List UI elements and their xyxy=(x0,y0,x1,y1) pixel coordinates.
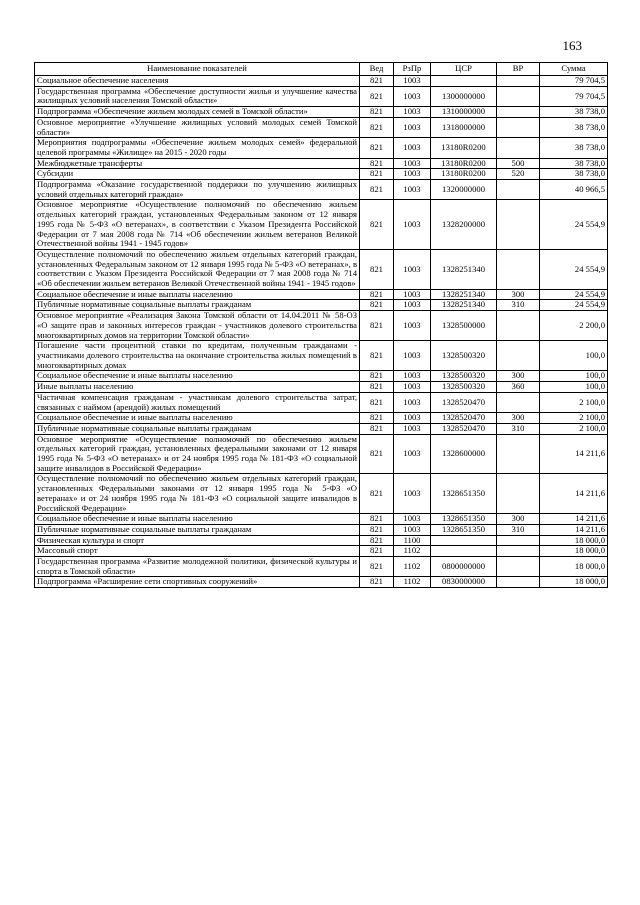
cell-csr xyxy=(431,546,497,557)
table-row xyxy=(35,169,608,180)
cell-csr: 1318000000 xyxy=(431,117,497,137)
cell-name: Межбюджетные трансферты xyxy=(35,158,360,169)
cell-vr: 500 xyxy=(497,158,540,169)
cell-sum: 24 554,9 xyxy=(540,300,608,311)
cell-vr: 300 xyxy=(497,289,540,300)
cell-vr xyxy=(497,546,540,557)
cell-rzpr: 1003 xyxy=(394,107,431,118)
cell-name: Публичные нормативные социальные выплаты гражданам xyxy=(35,300,360,311)
table-row xyxy=(35,86,608,106)
cell-sum: 100,0 xyxy=(540,382,608,393)
cell-vr xyxy=(497,557,540,577)
cell-ved: 821 xyxy=(360,524,394,535)
cell-csr: 13180R0200 xyxy=(431,138,497,158)
cell-name: Подпрограмма «Оказание государственной поддержки по улучшению жилищных условий отдельных категорий граждан» xyxy=(35,180,360,200)
table-row xyxy=(35,289,608,300)
header-rzpr: РзПр xyxy=(394,63,431,76)
cell-name: Частичная компенсация гражданам - участникам долевого строительства затрат, связанных с наймом (арендой) жилых помещений xyxy=(35,392,360,412)
cell-sum: 100,0 xyxy=(540,341,608,371)
cell-name: Социальное обеспечение населения xyxy=(35,76,360,87)
cell-csr: 1328500320 xyxy=(431,341,497,371)
cell-rzpr: 1102 xyxy=(394,557,431,577)
table-row xyxy=(35,434,608,474)
cell-name: Подпрограмма «Расширение сети спортивных сооружений» xyxy=(35,577,360,588)
cell-ved: 821 xyxy=(360,200,394,250)
cell-ved: 821 xyxy=(360,382,394,393)
cell-name: Осуществление полномочий по обеспечению жильем отдельных категорий граждан, установленных Федеральным законом от 12 января 1995 года № 5-ФЗ «О ветеранах», в соответствии с Указом Президента Российской Федерации от 7 мая 2008 года № 714 «Об обеспечении жильем ветеранов Великой Отечественной войны 1941 - 1945 годов» xyxy=(35,249,360,289)
table-row xyxy=(35,535,608,546)
table-row xyxy=(35,311,608,341)
cell-csr xyxy=(431,76,497,87)
cell-vr xyxy=(497,577,540,588)
cell-rzpr: 1003 xyxy=(394,423,431,434)
cell-rzpr: 1003 xyxy=(394,249,431,289)
cell-vr xyxy=(497,107,540,118)
cell-name: Субсидии xyxy=(35,169,360,180)
cell-ved: 821 xyxy=(360,423,394,434)
cell-vr xyxy=(497,86,540,106)
cell-rzpr: 1003 xyxy=(394,180,431,200)
cell-vr xyxy=(497,535,540,546)
cell-sum: 14 211,6 xyxy=(540,434,608,474)
cell-rzpr: 1003 xyxy=(394,514,431,525)
cell-csr: 1328500000 xyxy=(431,311,497,341)
header-name: Наименование показателей xyxy=(35,63,360,76)
cell-ved: 821 xyxy=(360,76,394,87)
table-row xyxy=(35,524,608,535)
cell-sum: 18 000,0 xyxy=(540,577,608,588)
cell-vr: 310 xyxy=(497,300,540,311)
cell-csr: 1328251340 xyxy=(431,289,497,300)
cell-ved: 821 xyxy=(360,249,394,289)
cell-sum: 38 738,0 xyxy=(540,107,608,118)
cell-csr: 1328600000 xyxy=(431,434,497,474)
cell-rzpr: 1003 xyxy=(394,371,431,382)
cell-name: Социальное обеспечение и иные выплаты населению xyxy=(35,413,360,424)
table-row xyxy=(35,423,608,434)
cell-vr xyxy=(497,76,540,87)
cell-csr: 1328651350 xyxy=(431,524,497,535)
cell-sum: 14 211,6 xyxy=(540,524,608,535)
cell-rzpr: 1003 xyxy=(394,76,431,87)
cell-ved: 821 xyxy=(360,180,394,200)
cell-rzpr: 1003 xyxy=(394,413,431,424)
cell-ved: 821 xyxy=(360,434,394,474)
header-sum: Сумма xyxy=(540,63,608,76)
cell-sum: 38 738,0 xyxy=(540,169,608,180)
cell-csr: 1300000000 xyxy=(431,86,497,106)
cell-vr xyxy=(497,180,540,200)
table-row xyxy=(35,200,608,250)
cell-name: Публичные нормативные социальные выплаты гражданам xyxy=(35,423,360,434)
cell-name: Государственная программа «Развитие молодежной политики, физической культуры и спорта в Томской области» xyxy=(35,557,360,577)
cell-name: Мероприятия подпрограммы «Обеспечение жильем молодых семей» федеральной целевой программы «Жилище» на 2015 - 2020 годы xyxy=(35,138,360,158)
cell-sum: 100,0 xyxy=(540,371,608,382)
cell-sum: 18 000,0 xyxy=(540,557,608,577)
cell-name: Основное мероприятие «Реализация Закона Томской области от 14.04.2011 № 58-ОЗ «О защите прав и законных интересов граждан - участников долевого строительства многоквартирных домов на территории Томской области» xyxy=(35,311,360,341)
cell-rzpr: 1102 xyxy=(394,577,431,588)
cell-vr: 360 xyxy=(497,382,540,393)
cell-vr xyxy=(497,392,540,412)
cell-vr xyxy=(497,474,540,514)
cell-rzpr: 1003 xyxy=(394,300,431,311)
table-body xyxy=(35,76,608,588)
table-row xyxy=(35,382,608,393)
cell-csr: 1310000000 xyxy=(431,107,497,118)
cell-name: Подпрограмма «Обеспечение жильем молодых семей в Томской области» xyxy=(35,107,360,118)
cell-rzpr: 1003 xyxy=(394,138,431,158)
cell-name: Государственная программа «Обеспечение доступности жилья и улучшение качества жилищных условий населения Томской области» xyxy=(35,86,360,106)
cell-csr: 1328651350 xyxy=(431,514,497,525)
cell-sum: 40 966,5 xyxy=(540,180,608,200)
cell-ved: 821 xyxy=(360,169,394,180)
cell-csr: 1328520470 xyxy=(431,413,497,424)
cell-name: Массовый спорт xyxy=(35,546,360,557)
cell-name: Физическая культура и спорт xyxy=(35,535,360,546)
cell-vr: 300 xyxy=(497,514,540,525)
cell-csr: 1328251340 xyxy=(431,249,497,289)
cell-ved: 821 xyxy=(360,392,394,412)
cell-csr: 13180R0200 xyxy=(431,158,497,169)
cell-sum: 38 738,0 xyxy=(540,158,608,169)
cell-vr xyxy=(497,200,540,250)
cell-rzpr: 1003 xyxy=(394,289,431,300)
cell-sum: 18 000,0 xyxy=(540,535,608,546)
cell-name: Иные выплаты населению xyxy=(35,382,360,393)
cell-vr xyxy=(497,434,540,474)
table-row xyxy=(35,180,608,200)
table-row xyxy=(35,138,608,158)
cell-rzpr: 1003 xyxy=(394,311,431,341)
cell-csr: 1328500320 xyxy=(431,382,497,393)
cell-sum: 14 211,6 xyxy=(540,474,608,514)
cell-vr xyxy=(497,341,540,371)
table-row xyxy=(35,249,608,289)
cell-rzpr: 1003 xyxy=(394,117,431,137)
cell-vr: 300 xyxy=(497,371,540,382)
cell-sum: 14 211,6 xyxy=(540,514,608,525)
cell-name: Социальное обеспечение и иные выплаты населению xyxy=(35,514,360,525)
cell-csr: 0830000000 xyxy=(431,577,497,588)
cell-csr xyxy=(431,535,497,546)
table-row xyxy=(35,392,608,412)
cell-ved: 821 xyxy=(360,535,394,546)
cell-ved: 821 xyxy=(360,413,394,424)
cell-rzpr: 1003 xyxy=(394,434,431,474)
table-row xyxy=(35,577,608,588)
cell-sum: 79 704,5 xyxy=(540,76,608,87)
cell-vr xyxy=(497,138,540,158)
cell-rzpr: 1003 xyxy=(394,341,431,371)
cell-ved: 821 xyxy=(360,474,394,514)
cell-vr: 300 xyxy=(497,413,540,424)
cell-ved: 821 xyxy=(360,514,394,525)
page-number: 163 xyxy=(562,38,582,53)
cell-name: Основное мероприятие «Улучшение жилищных условий молодых семей Томской области» xyxy=(35,117,360,137)
cell-sum: 38 738,0 xyxy=(540,138,608,158)
cell-csr: 1328500320 xyxy=(431,371,497,382)
cell-ved: 821 xyxy=(360,300,394,311)
header-ved: Вед xyxy=(360,63,394,76)
table-row xyxy=(35,546,608,557)
table-row xyxy=(35,158,608,169)
cell-ved: 821 xyxy=(360,158,394,169)
cell-ved: 821 xyxy=(360,289,394,300)
cell-ved: 821 xyxy=(360,107,394,118)
cell-sum: 2 100,0 xyxy=(540,392,608,412)
cell-csr: 1328251340 xyxy=(431,300,497,311)
cell-name: Погашение части процентной ставки по кредитам, полученным гражданами - участниками долевого строительства на окончание строительства жилых помещений в многоквартирных домах xyxy=(35,341,360,371)
cell-ved: 821 xyxy=(360,557,394,577)
header-vr: ВР xyxy=(497,63,540,76)
table-header-row xyxy=(35,63,608,76)
cell-ved: 821 xyxy=(360,577,394,588)
cell-vr xyxy=(497,249,540,289)
cell-rzpr: 1003 xyxy=(394,524,431,535)
table-row xyxy=(35,300,608,311)
cell-sum: 2 100,0 xyxy=(540,423,608,434)
cell-rzpr: 1102 xyxy=(394,546,431,557)
table-row xyxy=(35,514,608,525)
cell-ved: 821 xyxy=(360,86,394,106)
cell-csr: 1320000000 xyxy=(431,180,497,200)
cell-sum: 24 554,9 xyxy=(540,289,608,300)
cell-rzpr: 1003 xyxy=(394,392,431,412)
cell-rzpr: 1003 xyxy=(394,158,431,169)
cell-sum: 18 000,0 xyxy=(540,546,608,557)
cell-name: Социальное обеспечение и иные выплаты населению xyxy=(35,371,360,382)
table-row xyxy=(35,557,608,577)
cell-sum: 24 554,9 xyxy=(540,200,608,250)
cell-csr: 0800000000 xyxy=(431,557,497,577)
table-row xyxy=(35,371,608,382)
cell-csr: 1328520470 xyxy=(431,423,497,434)
cell-name: Основное мероприятие «Осуществление полномочий по обеспечению жильем отдельных категорий граждан, установленных Федеральным законом от 12 января 1995 года № 5-ФЗ «О ветеранах», в соответствии с Указом Президента Российской Федерации от 7 мая 2008 года № 714 «Об обеспечении жильем ветеранов Великой Отечественной войны 1941 - 1945 годов» xyxy=(35,200,360,250)
table-row xyxy=(35,107,608,118)
cell-name: Основное мероприятие «Осуществление полномочий по обеспечению жильем отдельных категорий граждан, установленных федеральными законами от 12 января 1995 года № 5-ФЗ «О ветеранах» и от 24 ноября 1995 года № 181-ФЗ «О социальной защите инвалидов в Российской Федерации» xyxy=(35,434,360,474)
cell-sum: 2 100,0 xyxy=(540,413,608,424)
cell-ved: 821 xyxy=(360,546,394,557)
cell-csr: 1328651350 xyxy=(431,474,497,514)
cell-sum: 79 704,5 xyxy=(540,86,608,106)
cell-csr: 13180R0200 xyxy=(431,169,497,180)
cell-csr: 1328520470 xyxy=(431,392,497,412)
cell-rzpr: 1003 xyxy=(394,86,431,106)
cell-vr: 310 xyxy=(497,524,540,535)
cell-ved: 821 xyxy=(360,138,394,158)
cell-rzpr: 1100 xyxy=(394,535,431,546)
cell-sum: 24 554,9 xyxy=(540,249,608,289)
cell-ved: 821 xyxy=(360,311,394,341)
table-row xyxy=(35,117,608,137)
cell-sum: 2 200,0 xyxy=(540,311,608,341)
cell-sum: 38 738,0 xyxy=(540,117,608,137)
cell-rzpr: 1003 xyxy=(394,382,431,393)
cell-name: Осуществление полномочий по обеспечению жильем отдельных категорий граждан, установленных Федеральными законами от 12 января 1995 года № 5-ФЗ «О ветеранах» и от 24 ноября 1995 года № 181-ФЗ «О социальной защите инвалидов в Российской Федерации» xyxy=(35,474,360,514)
cell-ved: 821 xyxy=(360,371,394,382)
cell-vr: 520 xyxy=(497,169,540,180)
cell-ved: 821 xyxy=(360,117,394,137)
cell-csr: 1328200000 xyxy=(431,200,497,250)
cell-rzpr: 1003 xyxy=(394,200,431,250)
cell-vr xyxy=(497,117,540,137)
table-row xyxy=(35,341,608,371)
cell-name: Публичные нормативные социальные выплаты гражданам xyxy=(35,524,360,535)
table-row xyxy=(35,474,608,514)
cell-rzpr: 1003 xyxy=(394,169,431,180)
budget-table xyxy=(34,62,608,588)
table-row xyxy=(35,413,608,424)
table-row xyxy=(35,76,608,87)
header-csr: ЦСР xyxy=(431,63,497,76)
cell-name: Социальное обеспечение и иные выплаты населению xyxy=(35,289,360,300)
cell-rzpr: 1003 xyxy=(394,474,431,514)
cell-vr: 310 xyxy=(497,423,540,434)
cell-vr xyxy=(497,311,540,341)
cell-ved: 821 xyxy=(360,341,394,371)
